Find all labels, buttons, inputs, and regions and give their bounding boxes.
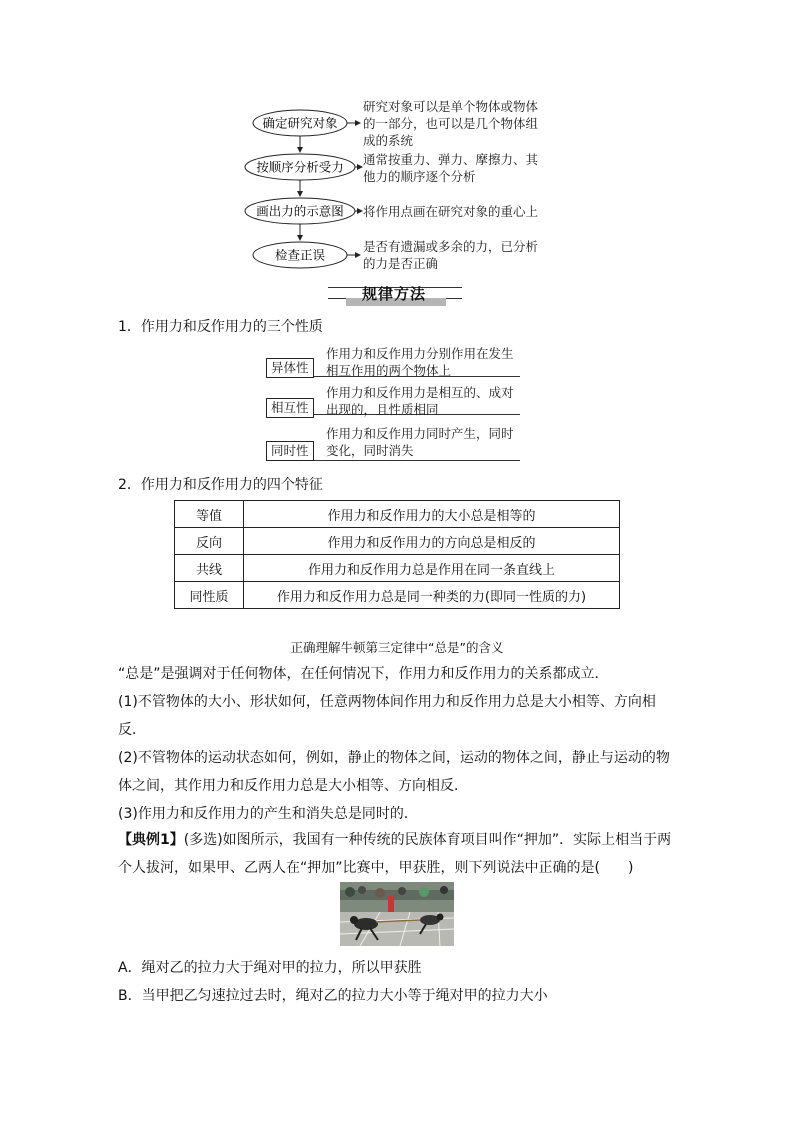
option-b: B．当甲把乙匀速拉过去时，绳对乙的拉力大小等于绳对甲的拉力大小 xyxy=(118,988,548,1004)
feature-key: 反向 xyxy=(175,528,244,555)
feature-value: 作用力和反作用力总是作用在同一条直线上 xyxy=(244,555,620,582)
feature-value: 作用力和反作用力的大小总是相等的 xyxy=(244,501,620,528)
example-tag: 【典例1】 xyxy=(118,832,184,848)
flow-node-1-label: 确定研究对象 xyxy=(262,115,338,131)
flow-note-1: 研究对象可以是单个物体或物体 的一部分，也可以是几个物体组 成的系统 xyxy=(363,99,539,148)
prop-label-2: 相互性 xyxy=(266,398,314,418)
note-point-2: (2)不管物体的运动状态如何，例如，静止的物体之间，运动的物体之间，静止与运动的物体之间，其作用力和反作用力总是大小相等、方向相反． xyxy=(118,750,670,794)
feature-key: 等值 xyxy=(175,501,244,528)
table-row xyxy=(175,501,620,528)
prop-label-3: 同时性 xyxy=(266,441,314,461)
flow-node-4-label: 检查正误 xyxy=(274,247,326,263)
flow-note-2: 通常按重力、弹力、摩擦力、其 他力的顺序逐个分析 xyxy=(363,152,539,184)
note-title: 正确理解牛顿第三定律中“总是”的含义 xyxy=(290,640,504,655)
flow-note-4: 是否有遗漏或多余的力，已分析 的力是否正确 xyxy=(363,239,539,271)
yajia-photo-image xyxy=(340,882,454,946)
note-intro: “总是”是强调对于任何物体，在任何情况下，作用力和反作用力的关系都成立． xyxy=(118,666,609,682)
table-row xyxy=(175,555,620,582)
table-row xyxy=(175,528,620,555)
option-a: A．绳对乙的拉力大于绳对甲的拉力，所以甲获胜 xyxy=(118,960,422,976)
section2-heading: 2．作用力和反作用力的四个特征 xyxy=(118,477,323,493)
table-row xyxy=(175,582,620,609)
prop-text-3: 作用力和反作用力同时产生，同时 变化，同时消失 xyxy=(326,426,514,458)
note-point-3: (3)作用力和反作用力的产生和消失总是同时的． xyxy=(118,806,418,822)
flow-node-2-label: 按顺序分析受力 xyxy=(256,159,344,175)
feature-key: 共线 xyxy=(175,555,244,582)
prop-text-1: 作用力和反作用力分别作用在发生 相互作用的两个物体上 xyxy=(326,346,514,378)
note-point-1: (1)不管物体的大小、形状如何，任意两物体间作用力和反作用力总是大小相等、方向相反． xyxy=(118,694,656,738)
prop-label-1: 异体性 xyxy=(266,358,314,378)
example-text: (多选)如图所示，我国有一种传统的民族体育项目叫作“押加”．实际上相当于两个人拔河，如果甲、乙两人在“押加”比赛中，甲获胜，则下列说法中正确的是( ) xyxy=(118,832,672,876)
yajia-photo xyxy=(340,882,454,946)
features-table xyxy=(174,500,620,609)
method-banner xyxy=(328,286,462,306)
flow-note-3: 将作用点画在研究对象的重心上 xyxy=(363,204,539,219)
section1-heading: 1．作用力和反作用力的三个性质 xyxy=(118,319,323,335)
prop-text-2: 作用力和反作用力是相互的、成对 出现的，且性质相同 xyxy=(326,385,514,417)
feature-key: 同性质 xyxy=(175,582,244,609)
flow-node-3-label: 画出力的示意图 xyxy=(256,203,344,219)
feature-value: 作用力和反作用力的方向总是相反的 xyxy=(244,528,620,555)
method-banner-label: 规律方法 xyxy=(361,285,426,303)
example-question xyxy=(118,826,678,882)
feature-value: 作用力和反作用力总是同一种类的力(即同一性质的力) xyxy=(244,582,620,609)
